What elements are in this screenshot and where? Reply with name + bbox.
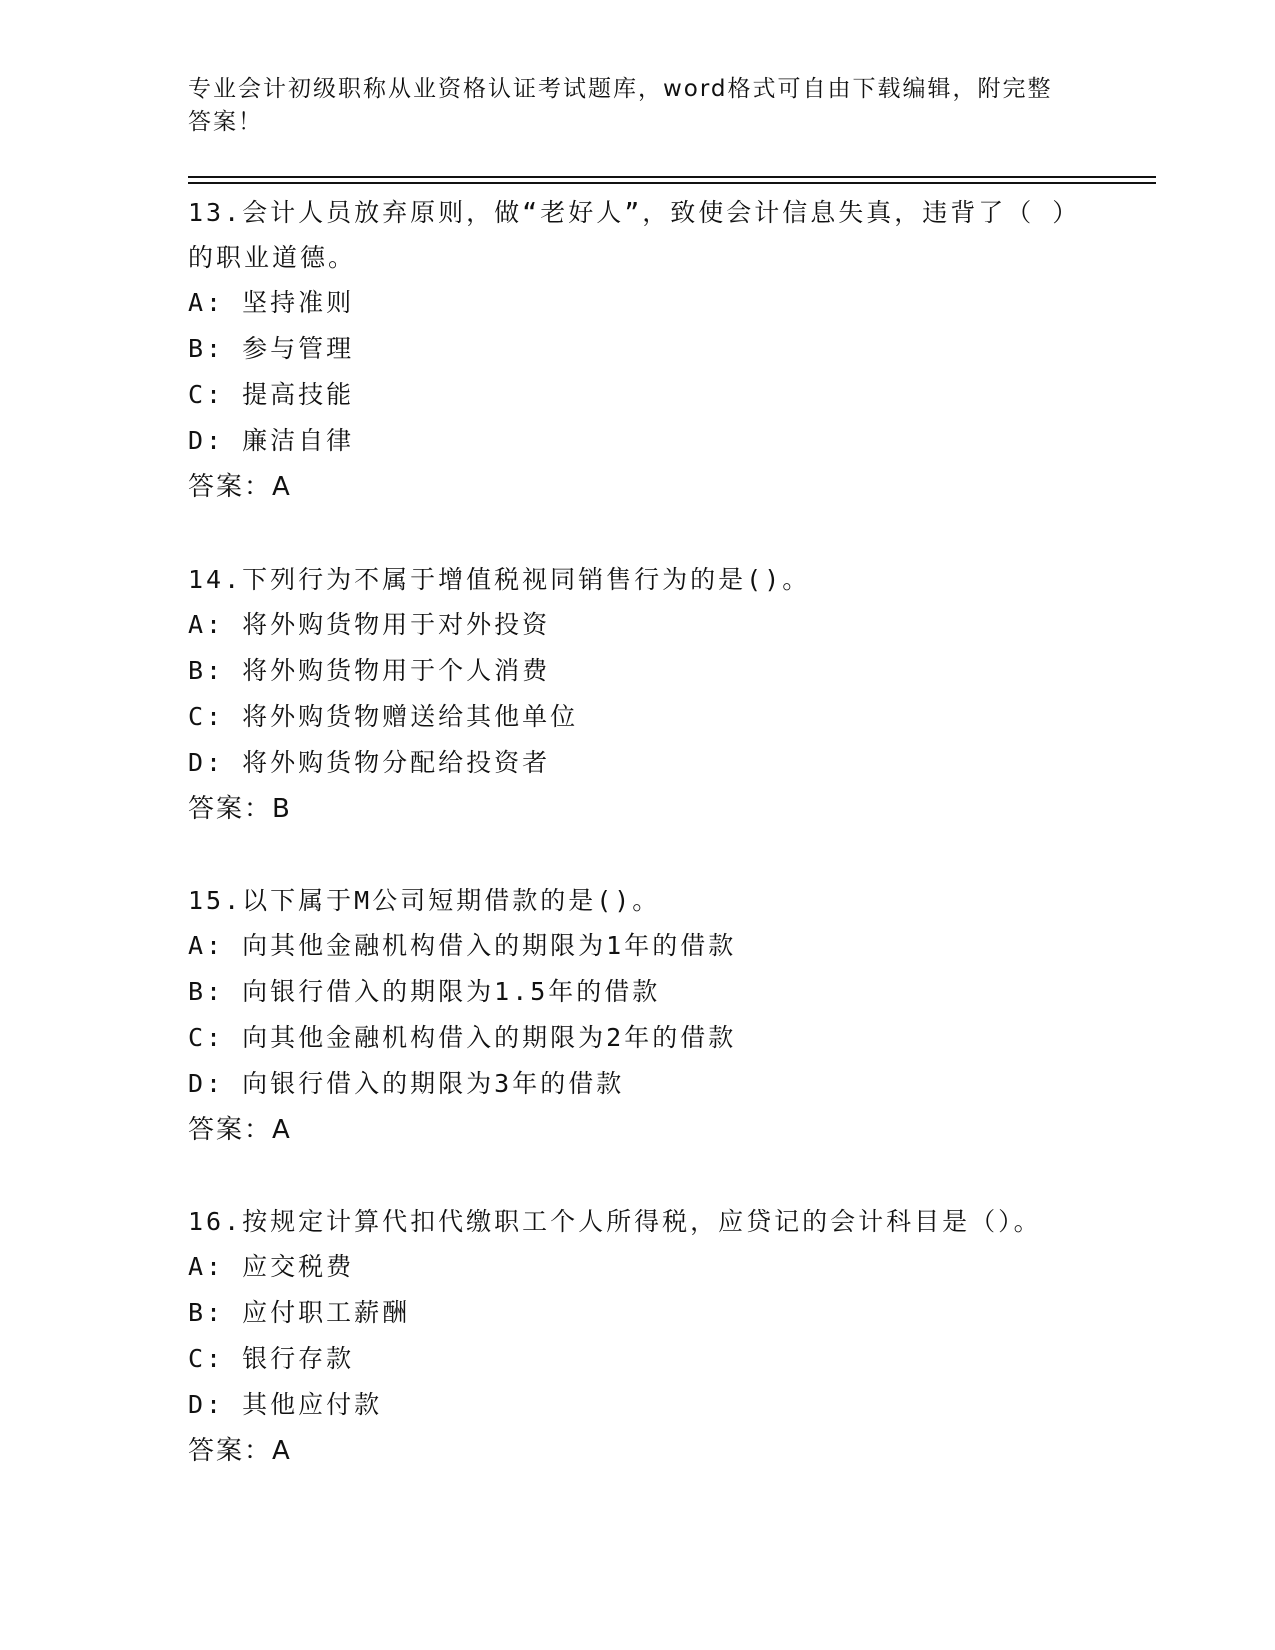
answer: 答案：A — [188, 1115, 292, 1145]
header-divider-top — [188, 176, 1156, 178]
option-d: D: 其他应付款 — [188, 1390, 383, 1419]
document-header: 专业会计初级职称从业资格认证考试题库，word格式可自由下载编辑，附完整答案！ — [188, 76, 1053, 135]
question-stem: 15.以下属于M公司短期借款的是()。 — [188, 886, 661, 915]
answer: 答案：B — [188, 794, 292, 824]
option-b: B: 将外购货物用于个人消费 — [188, 656, 551, 685]
answer: 答案：A — [188, 472, 292, 502]
question-stem: 13.会计人员放弃原则，做“老好人”，致使会计信息失真，违背了（ ）的职业道德。 — [188, 198, 1081, 272]
option-c: C: 银行存款 — [188, 1344, 355, 1373]
question-stem: 14.下列行为不属于增值税视同销售行为的是()。 — [188, 565, 811, 594]
question-14 — [188, 557, 1088, 832]
option-a: A: 将外购货物用于对外投资 — [188, 610, 551, 639]
option-b: B: 向银行借入的期限为1.5年的借款 — [188, 977, 661, 1006]
option-a: A: 向其他金融机构借入的期限为1年的借款 — [188, 931, 737, 960]
option-c: C: 将外购货物赠送给其他单位 — [188, 702, 579, 731]
question-16 — [188, 1199, 1088, 1474]
question-15 — [188, 878, 1088, 1153]
option-a: A: 应交税费 — [188, 1252, 355, 1281]
question-stem: 16.按规定计算代扣代缴职工个人所得税，应贷记的会计科目是（）。 — [188, 1207, 1042, 1236]
header-divider-bottom — [188, 182, 1156, 184]
option-d: D: 廉洁自律 — [188, 426, 355, 455]
option-b: B: 参与管理 — [188, 334, 355, 363]
option-b: B: 应付职工薪酬 — [188, 1298, 411, 1327]
answer: 答案：A — [188, 1436, 292, 1466]
option-a: A: 坚持准则 — [188, 288, 355, 317]
option-c: C: 向其他金融机构借入的期限为2年的借款 — [188, 1023, 737, 1052]
question-13 — [188, 190, 1088, 510]
option-d: D: 向银行借入的期限为3年的借款 — [188, 1069, 625, 1098]
option-c: C: 提高技能 — [188, 380, 355, 409]
option-d: D: 将外购货物分配给投资者 — [188, 748, 551, 777]
